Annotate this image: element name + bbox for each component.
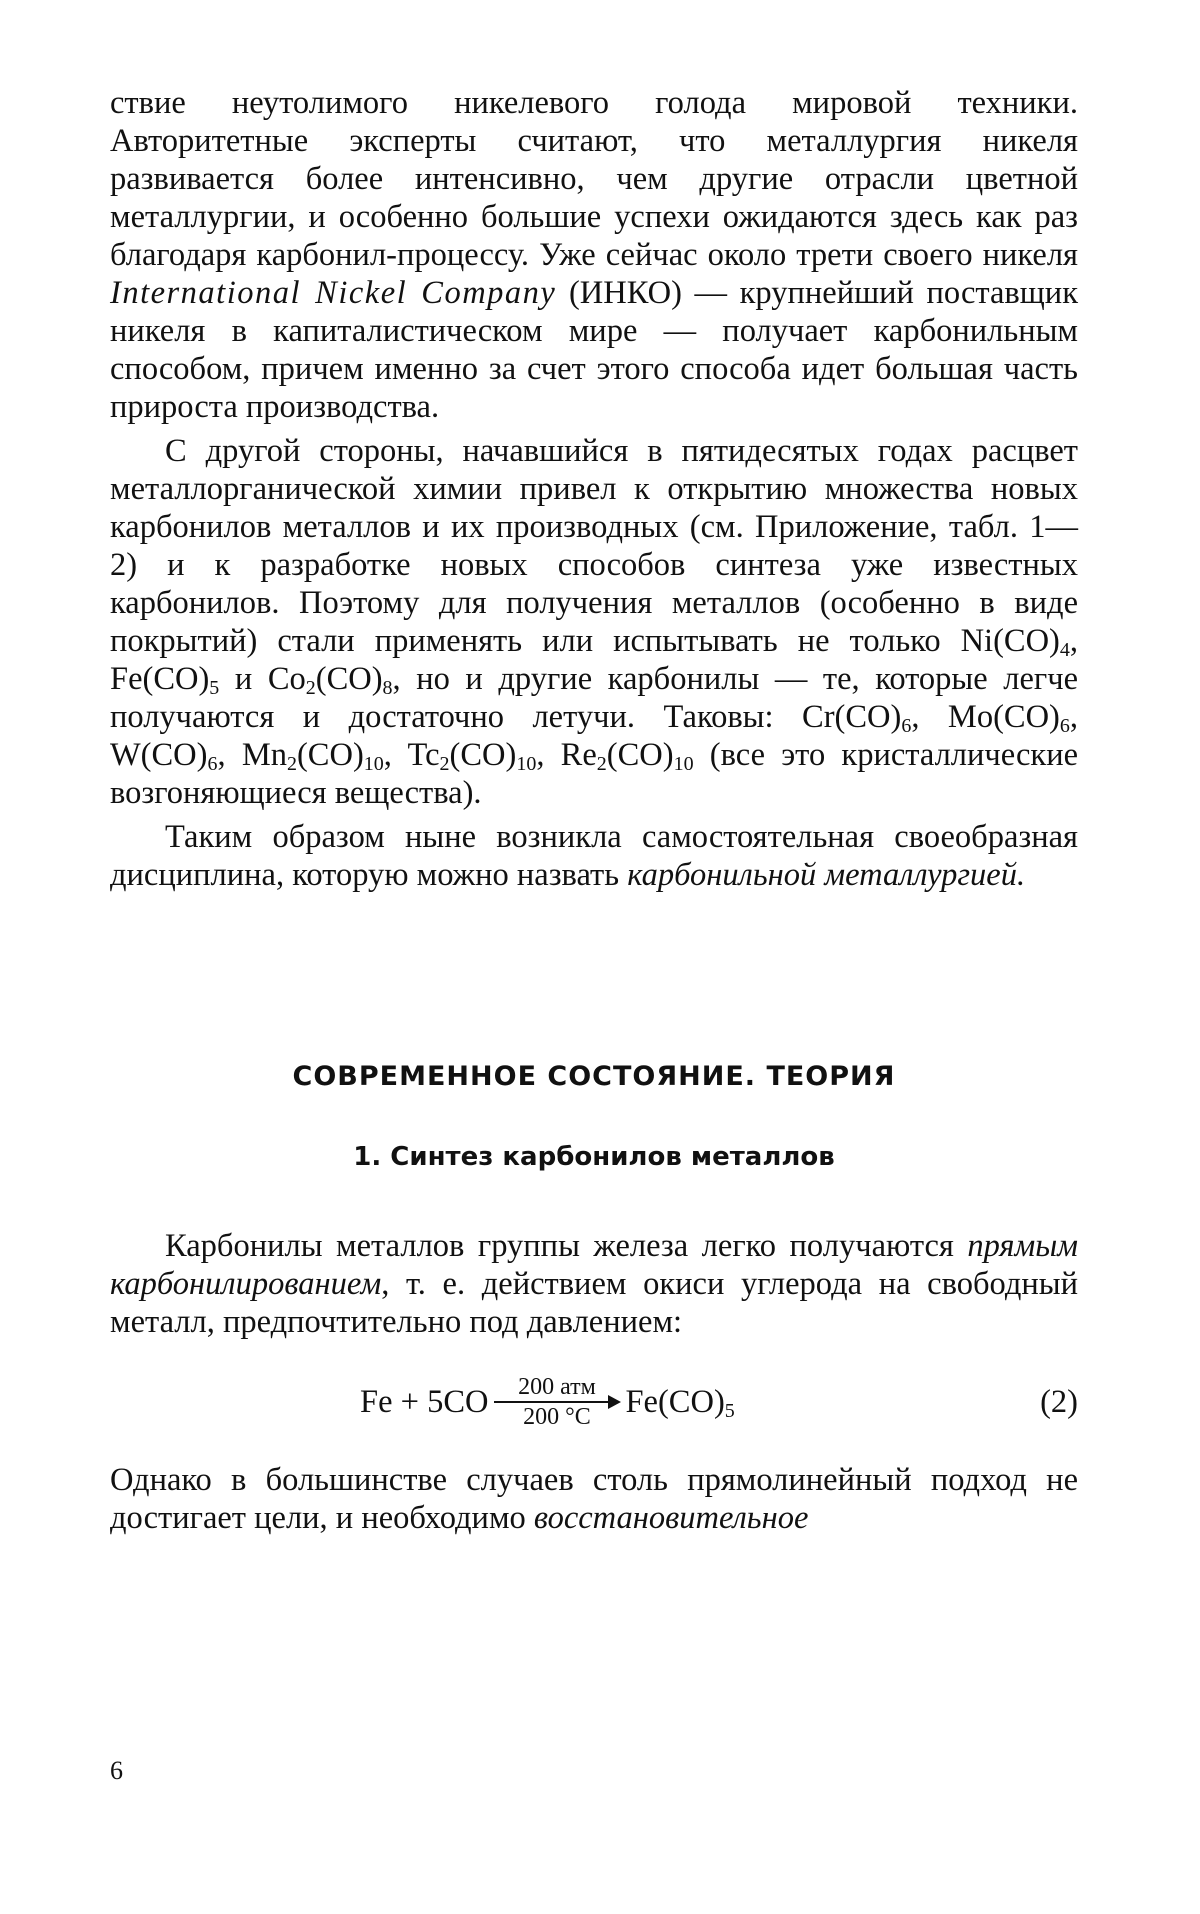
chapter-heading: СОВРЕМЕННОЕ СОСТОЯНИЕ. ТЕОРИЯ [292,1061,896,1092]
paragraph-3-text: Таким образом ныне возникла самостоятельная своеобразная дисциплина, которую можно назвать [110,819,1078,893]
paragraph-4-text-start: Карбонилы металлов группы железа легко получаются [165,1228,968,1264]
section-heading: 1. Синтез карбонилов металлов [353,1142,835,1172]
formula-subscript: 5 [209,677,220,699]
equation-number: (2) [1040,1383,1078,1420]
equation-body [360,1361,735,1443]
formula-mo-co [948,699,1070,735]
formula-subscript: 2 [286,753,297,775]
page-number: 6 [110,1756,123,1785]
separator: , [383,737,408,773]
equation-2 [110,1361,1078,1443]
separator: , [911,699,948,735]
formula-re-co [561,737,694,773]
formula-text: Cr(CO) [802,699,902,735]
term-direct-carbonylation: прямым карбонилированием [110,1228,1078,1302]
formula-subscript: 6 [901,715,912,737]
separator: , [536,737,561,773]
formula-text: Tc [407,737,440,773]
paragraph-2 [110,432,1078,812]
paragraph-2-text-start: С другой стороны, начавшийся в пятидесятых годах расцвет металлорганической химии привел к открытию множества новых карбонилов металлов и их производных (см. Приложение, табл. 1—2) и к разработке новых способов синтеза уже известных карбонилов. Поэтому для получения металлов (особенно в виде покрытий) стали применять или испытывать не только [110,433,1078,659]
equation-reactants: Fe + 5CO [360,1383,489,1420]
formula-text: W(CO) [110,737,208,773]
formula-ni-co [961,623,1070,659]
formula-subscript: 6 [207,753,218,775]
formula-text: Mn [241,737,287,773]
condition-pressure [518,1373,596,1401]
formula-subscript: 10 [363,753,384,775]
product-subscript: 5 [724,1399,735,1422]
paragraph-3 [110,818,1078,894]
equation-product [625,1384,734,1421]
formula-subscript: 2 [439,753,450,775]
paragraph-1-text-b: (ИНКО) — крупнейший поставщик никеля в капиталистическом мире — получает карбонильным способом, причем именно за счет этого способа идет большая часть прироста производства. [110,275,1078,425]
formula-subscript: 2 [305,677,316,699]
product-text: Fe(CO) [625,1383,725,1420]
formula-subscript: 4 [1059,639,1070,661]
formula-tc-co [408,737,537,773]
arrow-right-icon [494,1401,619,1403]
page-content [110,84,1078,1537]
formula-text: Mo(CO) [947,699,1060,735]
paragraph-5 [110,1461,1078,1537]
formula-subscript: 10 [673,753,694,775]
term-carbonyl-metallurgy: карбонильной металлургией. [627,857,1026,893]
formula-text: (CO) [449,737,517,773]
formula-text: Co [267,661,306,697]
separator: , [1069,623,1078,659]
formula-co2-co8 [268,661,393,697]
formula-subscript: 6 [1059,715,1070,737]
paragraph-2-text-mid: , но и другие карбонилы — те, которые легче получаются и достаточно летучи. Таковы: [110,661,1078,735]
formula-text: Ni(CO) [960,623,1060,659]
reaction-arrow [494,1373,619,1431]
condition-temperature: 200 °C [523,1404,591,1430]
paragraph-4-text-end: , т. е. действием окиси углерода на свободный металл, предпочтительно под давлением: [110,1266,1078,1340]
formula-subscript: 2 [596,753,607,775]
formula-mn-co [242,737,384,773]
formula-subscript: 10 [516,753,537,775]
formula-text: (CO) [315,661,383,697]
formula-subscript: 8 [382,677,393,699]
formula-text: (CO) [296,737,364,773]
company-name: International Nickel Company [110,275,557,311]
formula-fe-co [110,661,219,697]
formula-text: Re [560,737,597,773]
condition-pressure-text: 200 атм [518,1374,596,1400]
paragraph-1 [110,84,1078,426]
formula-w-co [110,737,217,773]
formula-text: Fe(CO) [110,661,210,697]
paragraph-2-text-end: (все это кристаллические возгоняющиеся вещества). [110,737,1079,811]
paragraph-1-text-a: ствие неутолимого никелевого голода мировой техники. Авторитетные эксперты считают, что металлургия никеля развивается более интенсивно, чем другие отрасли цветной металлургии, и особенно большие успехи ожидаются здесь как раз благодаря карбонил-процессу. Уже сейчас около трети своего никеля [110,85,1078,273]
separator: , [217,737,242,773]
formula-cr-co [802,699,911,735]
separator: и [219,661,268,697]
paragraph-4 [110,1227,1078,1341]
paragraph-5-text: Однако в большинстве случаев столь прямолинейный подход не достигает цели, и необходимо [110,1462,1078,1536]
term-reductive: восстановительное [533,1500,809,1536]
formula-text: (CO) [606,737,674,773]
separator: , [1069,699,1078,735]
